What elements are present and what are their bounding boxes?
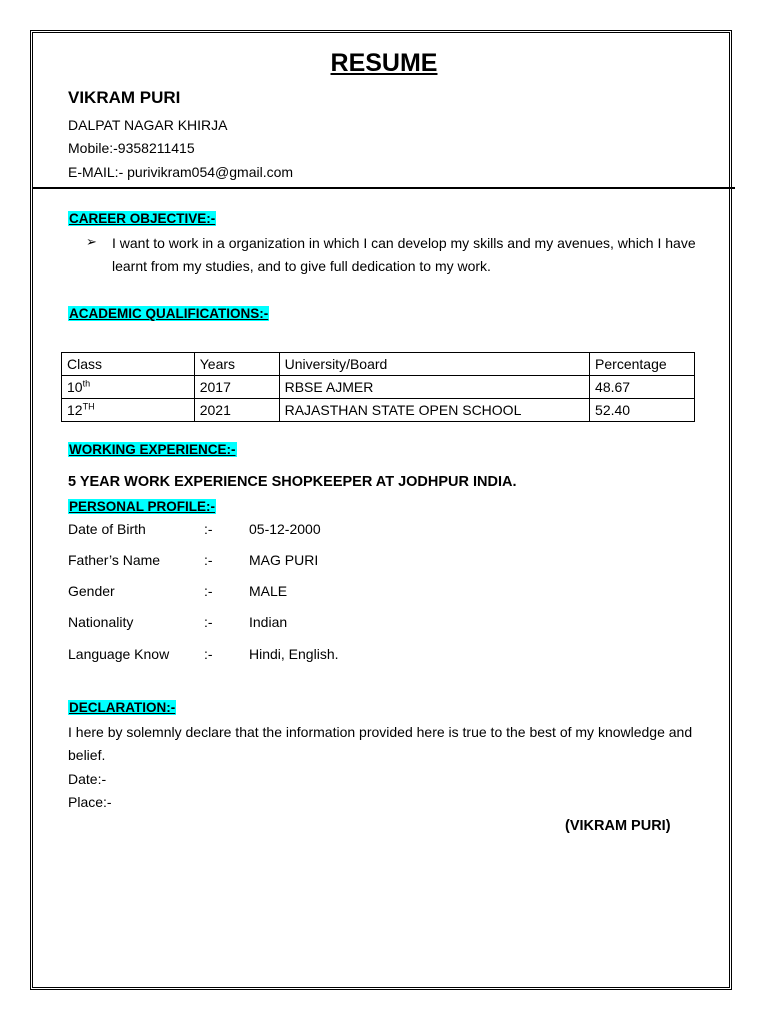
table-cell-year: 2021 [194, 399, 279, 422]
profile-value-dob: 05-12-2000 [249, 521, 321, 537]
class-number: 12 [67, 402, 83, 418]
table-row [62, 399, 695, 422]
email: E-MAIL:- purivikram054@gmail.com [68, 164, 294, 180]
table-header-row [62, 353, 695, 376]
signature-name: (VIKRAM PURI) [565, 818, 671, 834]
table-cell-board: RAJASTHAN STATE OPEN SCHOOL [279, 399, 589, 422]
profile-value-father: MAG PURI [249, 552, 319, 568]
profile-label-nationality: Nationality [68, 614, 134, 630]
career-objective-heading: CAREER OBJECTIVE:- [69, 211, 216, 226]
table-header-cell: Class [62, 353, 195, 376]
profile-separator: :- [204, 646, 213, 662]
profile-label-father: Father’s Name [68, 552, 161, 568]
candidate-name: VIKRAM PURI [68, 88, 181, 107]
profile-separator: :- [204, 583, 213, 599]
arrowhead-bullet-icon: ➢ [86, 234, 97, 249]
table-header-cell: Percentage [590, 353, 695, 376]
declaration-heading: DECLARATION:- [69, 700, 176, 715]
academic-heading: ACADEMIC QUALIFICATIONS:- [69, 306, 269, 321]
declaration-date: Date:- [68, 771, 107, 787]
profile-value-nationality: Indian [249, 614, 288, 630]
table-cell-class [62, 399, 195, 422]
header-divider [33, 187, 735, 189]
profile-label-language: Language Know [68, 646, 170, 662]
class-number: 10 [67, 379, 83, 395]
table-header-cell: University/Board [279, 353, 589, 376]
profile-separator: :- [204, 552, 213, 568]
working-experience-text: 5 YEAR WORK EXPERIENCE SHOPKEEPER AT JODHPUR INDIA. [68, 474, 517, 490]
resume-title: RESUME [330, 49, 438, 77]
profile-value-gender: MALE [249, 583, 288, 599]
mobile: Mobile:-9358211415 [68, 140, 195, 156]
declaration-text: I here by solemnly declare that the information provided here is true to the best of my knowledge and belief. [68, 724, 693, 763]
table-cell-board: RBSE AJMER [279, 376, 589, 399]
table-row [62, 376, 695, 399]
academic-table [61, 352, 695, 422]
table-cell-class [62, 376, 195, 399]
profile-label-gender: Gender [68, 583, 115, 599]
address: DALPAT NAGAR KHIRJA [68, 117, 228, 133]
profile-value-language: Hindi, English. [249, 646, 339, 662]
table-header-cell: Years [194, 353, 279, 376]
profile-label-dob: Date of Birth [68, 521, 146, 537]
declaration-place: Place:- [68, 794, 112, 810]
class-suffix: TH [82, 401, 95, 412]
table-cell-percentage: 48.67 [590, 376, 695, 399]
profile-separator: :- [204, 614, 213, 630]
profile-separator: :- [204, 521, 213, 537]
table-cell-percentage: 52.40 [590, 399, 695, 422]
personal-profile-heading: PERSONAL PROFILE:- [69, 499, 216, 514]
class-suffix: th [82, 378, 91, 389]
table-cell-year: 2017 [194, 376, 279, 399]
career-objective-text: I want to work in a organization in which I can develop my skills and my avenues, which I have learnt from my studies, and to give full dedication to my work. [112, 235, 696, 274]
working-experience-heading: WORKING EXPERIENCE:- [69, 442, 236, 457]
